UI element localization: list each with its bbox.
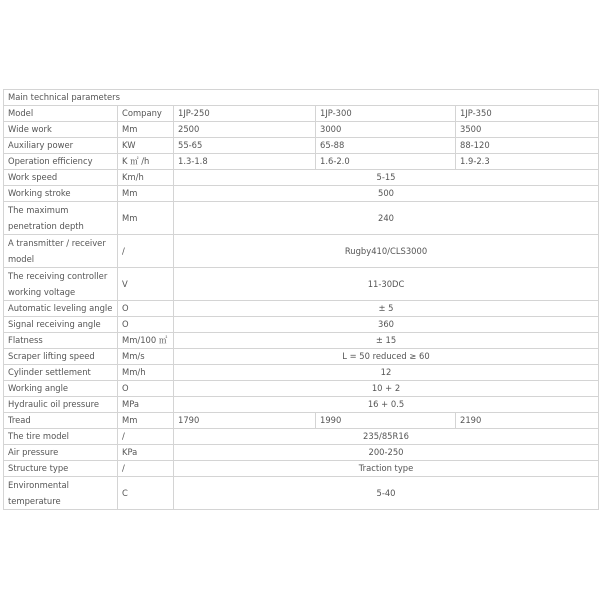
param-unit: O	[118, 301, 174, 317]
param-name: Tread	[4, 413, 118, 429]
param-value-model-300: 1.6-2.0	[316, 154, 456, 170]
param-value-model-350: 88-120	[456, 138, 599, 154]
param-value-model-350: 2190	[456, 413, 599, 429]
table-row	[4, 333, 599, 349]
param-name: Work speed	[4, 170, 118, 186]
param-value: 360	[174, 317, 599, 333]
param-value-model-250: 1.3-1.8	[174, 154, 316, 170]
param-value: 12	[174, 365, 599, 381]
param-name: The receiving controller working voltage	[4, 268, 118, 301]
param-unit: KPa	[118, 445, 174, 461]
param-unit: Mm	[118, 413, 174, 429]
param-unit: Mm	[118, 186, 174, 202]
param-unit: /	[118, 429, 174, 445]
table-row	[4, 122, 599, 138]
param-name: Signal receiving angle	[4, 317, 118, 333]
param-value-model-300: 1990	[316, 413, 456, 429]
technical-parameters-table	[3, 89, 599, 510]
param-value: Rugby410/CLS3000	[174, 235, 599, 268]
param-value-model-350: 3500	[456, 122, 599, 138]
table-row	[4, 365, 599, 381]
table-row	[4, 445, 599, 461]
table-row	[4, 477, 599, 510]
table-row	[4, 349, 599, 365]
param-name: Working stroke	[4, 186, 118, 202]
param-value: 240	[174, 202, 599, 235]
param-name: Wide work	[4, 122, 118, 138]
table-row	[4, 235, 599, 268]
param-name: Working angle	[4, 381, 118, 397]
param-value: Traction type	[174, 461, 599, 477]
param-unit: Km/h	[118, 170, 174, 186]
param-name: Cylinder settlement	[4, 365, 118, 381]
param-unit: Mm	[118, 202, 174, 235]
param-value: ± 15	[174, 333, 599, 349]
param-unit: O	[118, 381, 174, 397]
param-value: 200-250	[174, 445, 599, 461]
param-unit: MPa	[118, 397, 174, 413]
table-row	[4, 268, 599, 301]
param-value: 11-30DC	[174, 268, 599, 301]
param-name: A transmitter / receiver model	[4, 235, 118, 268]
param-name: Model	[4, 106, 118, 122]
table-row	[4, 170, 599, 186]
table-row	[4, 202, 599, 235]
param-value: ± 5	[174, 301, 599, 317]
table-row	[4, 154, 599, 170]
table-row	[4, 317, 599, 333]
param-value: 5-40	[174, 477, 599, 510]
param-unit: Mm/h	[118, 365, 174, 381]
param-name: Scraper lifting speed	[4, 349, 118, 365]
table-caption: Main technical parameters	[4, 90, 599, 106]
param-name: Environmental temperature	[4, 477, 118, 510]
param-value: 10 + 2	[174, 381, 599, 397]
param-value: 5-15	[174, 170, 599, 186]
param-value: 16 + 0.5	[174, 397, 599, 413]
param-value-model-350: 1JP-350	[456, 106, 599, 122]
table-row	[4, 186, 599, 202]
param-unit: KW	[118, 138, 174, 154]
param-name: Structure type	[4, 461, 118, 477]
param-name: The maximum penetration depth	[4, 202, 118, 235]
param-value-model-300: 3000	[316, 122, 456, 138]
table-row	[4, 301, 599, 317]
table-row	[4, 413, 599, 429]
param-value: 235/85R16	[174, 429, 599, 445]
table-row	[4, 106, 599, 122]
param-unit: O	[118, 317, 174, 333]
table-row	[4, 138, 599, 154]
param-name: Flatness	[4, 333, 118, 349]
table-row	[4, 397, 599, 413]
table-row	[4, 381, 599, 397]
param-unit: V	[118, 268, 174, 301]
param-name: Air pressure	[4, 445, 118, 461]
param-name: Automatic leveling angle	[4, 301, 118, 317]
param-name: Auxiliary power	[4, 138, 118, 154]
param-unit: /	[118, 235, 174, 268]
param-value-model-300: 1JP-300	[316, 106, 456, 122]
table-caption-row	[4, 90, 599, 106]
table-row	[4, 461, 599, 477]
param-value-model-250: 55-65	[174, 138, 316, 154]
param-unit: /	[118, 461, 174, 477]
param-unit: K ㎡ /h	[118, 154, 174, 170]
param-value-model-250: 2500	[174, 122, 316, 138]
param-name: Hydraulic oil pressure	[4, 397, 118, 413]
param-unit: C	[118, 477, 174, 510]
param-value-model-250: 1790	[174, 413, 316, 429]
param-value-model-350: 1.9-2.3	[456, 154, 599, 170]
param-value-model-250: 1JP-250	[174, 106, 316, 122]
table-row	[4, 429, 599, 445]
param-unit: Company	[118, 106, 174, 122]
param-unit: Mm	[118, 122, 174, 138]
param-name: Operation efficiency	[4, 154, 118, 170]
param-value: L = 50 reduced ≥ 60	[174, 349, 599, 365]
param-value: 500	[174, 186, 599, 202]
param-unit: Mm/100 ㎡	[118, 333, 174, 349]
param-name: The tire model	[4, 429, 118, 445]
param-value-model-300: 65-88	[316, 138, 456, 154]
param-unit: Mm/s	[118, 349, 174, 365]
